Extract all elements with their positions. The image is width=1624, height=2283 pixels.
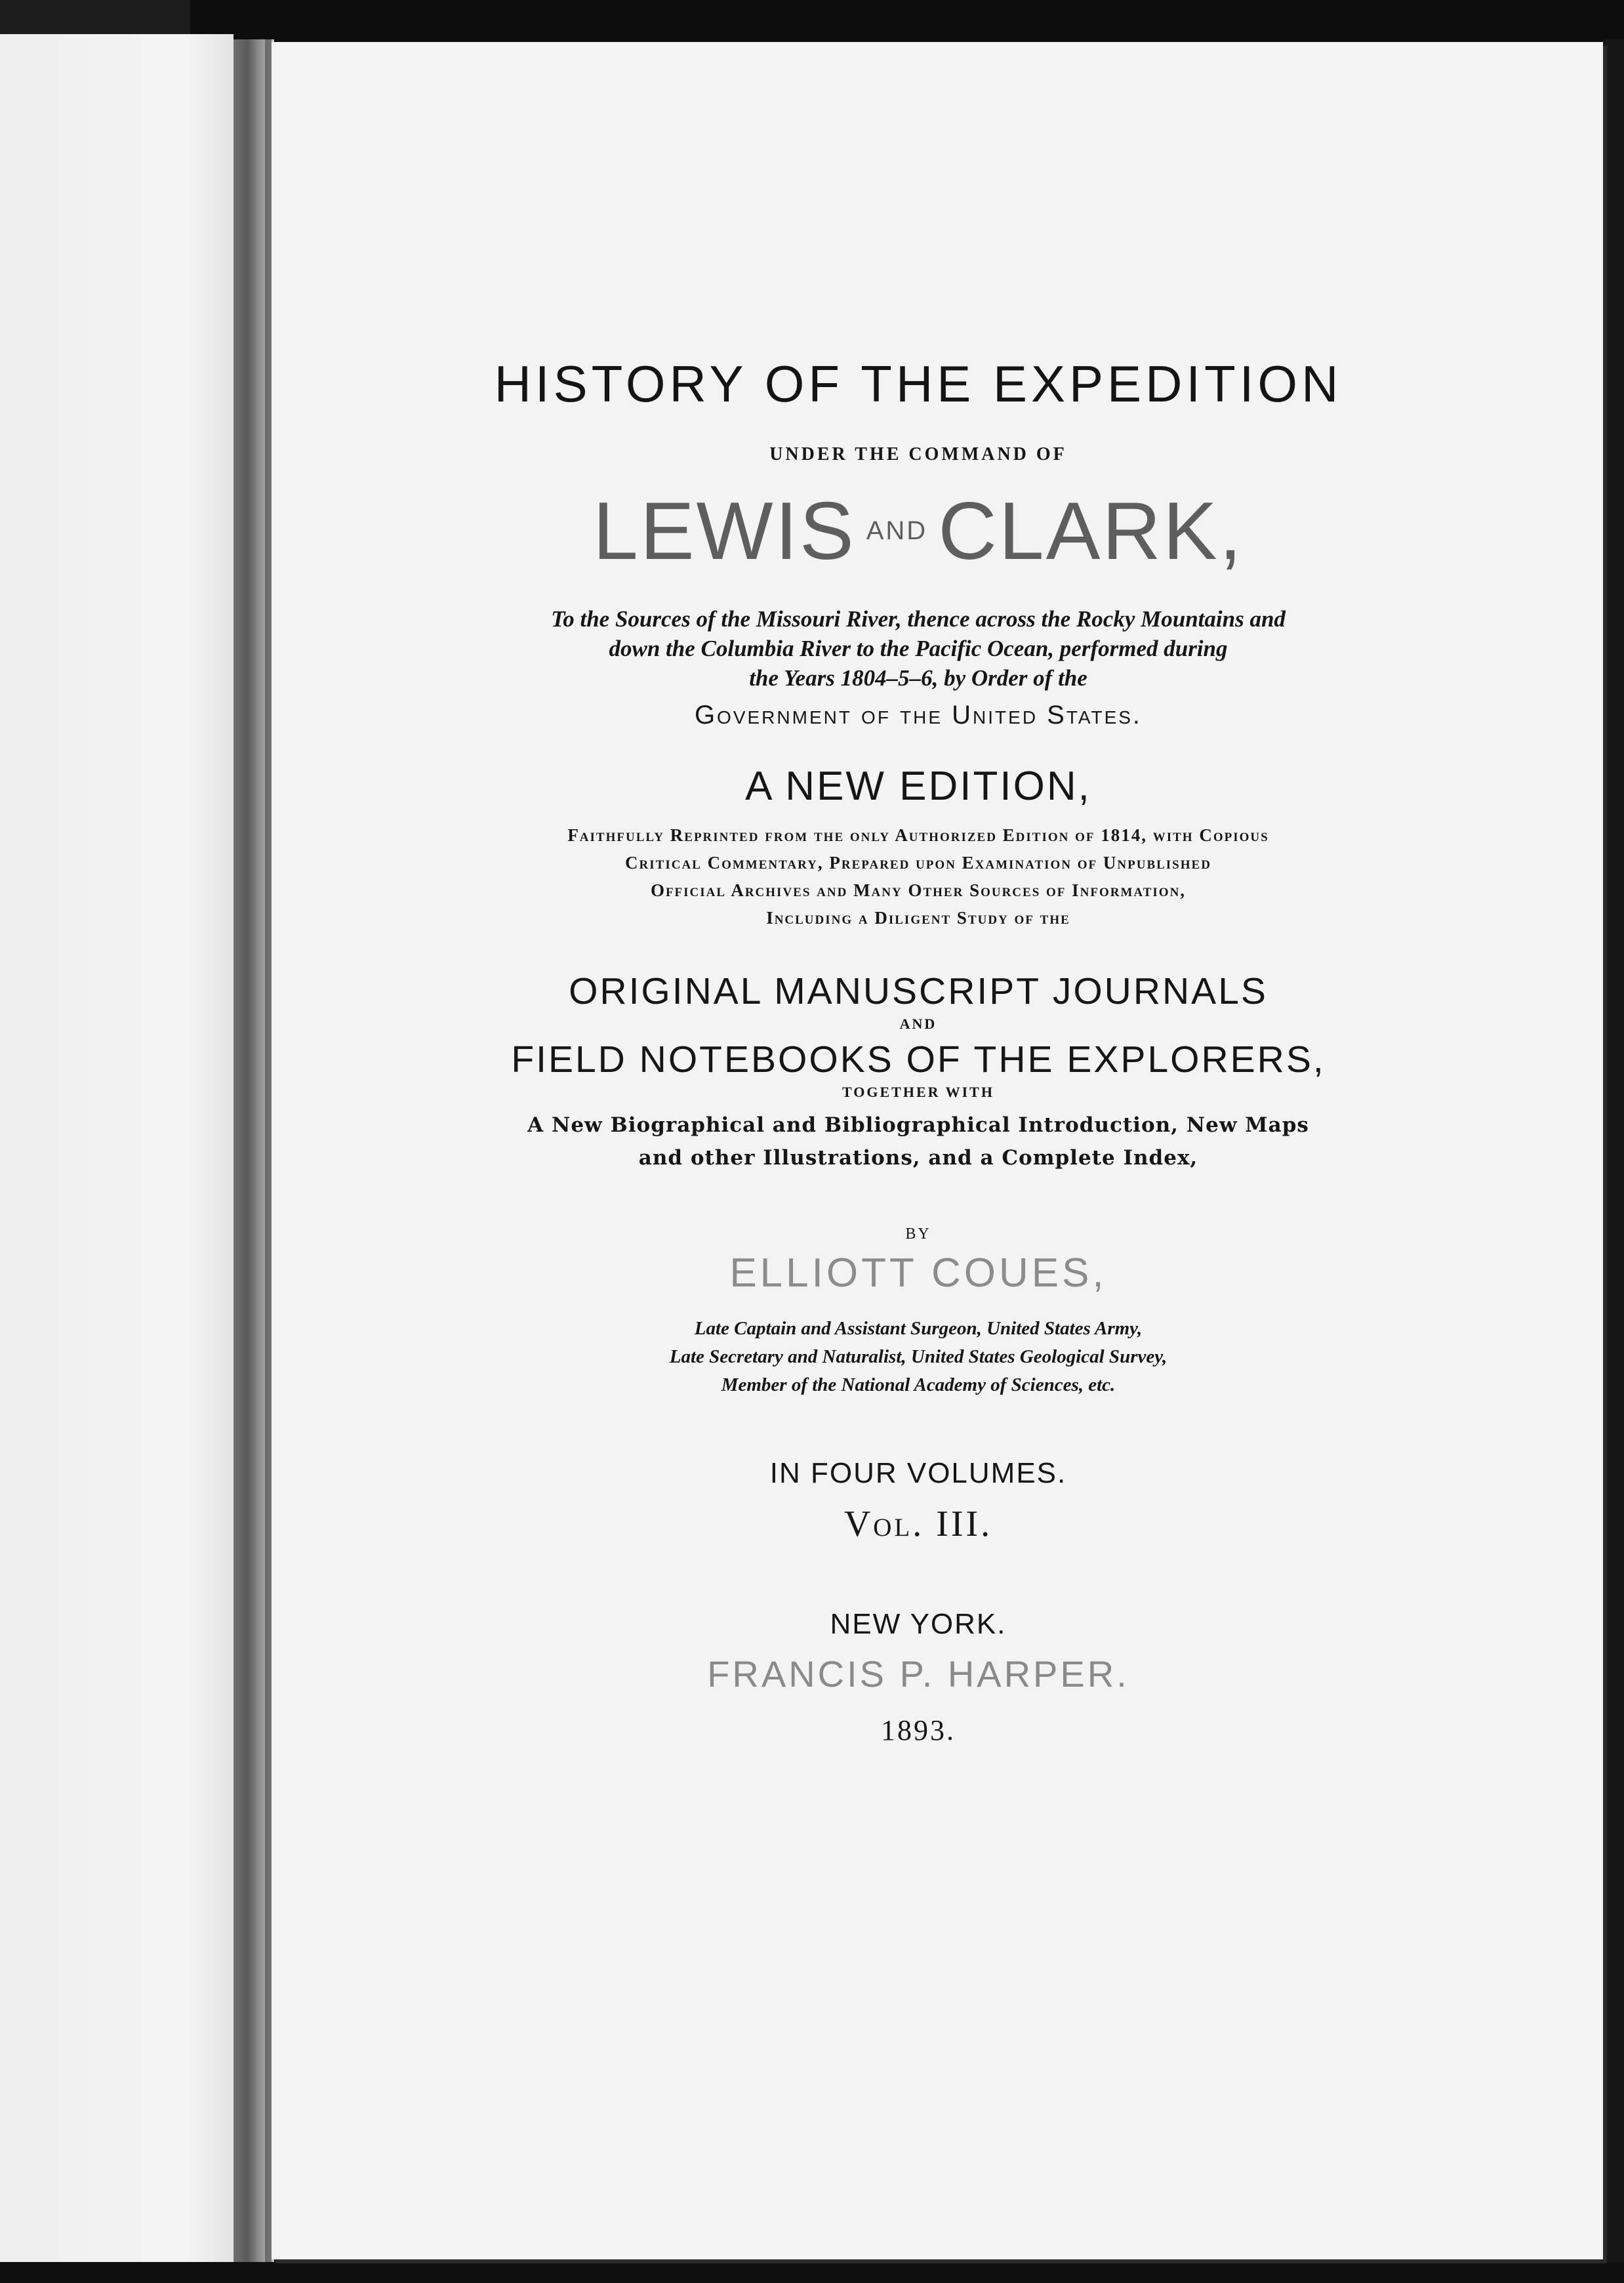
- author-title-line: Late Secretary and Naturalist, United States Geological Survey,: [669, 1346, 1167, 1367]
- route-line: To the Sources of the Missouri River, thence across the Rocky Mountains and: [551, 606, 1286, 632]
- introduction-description: [459, 1109, 1377, 1174]
- cover-board: [0, 34, 233, 2283]
- publication-city: NEW YORK.: [830, 1608, 1007, 1640]
- edition-line: Faithfully Reprinted from the only Authorized Edition of 1814, with Copious: [567, 825, 1269, 845]
- route-line: down the Columbia River to the Pacific Ocean, performed during: [609, 636, 1228, 661]
- manuscripts-line: ORIGINAL MANUSCRIPT JOURNALS: [569, 970, 1268, 1012]
- author-title-line: Member of the National Academy of Sciences, etc.: [721, 1374, 1116, 1395]
- notebooks-line: FIELD NOTEBOOKS OF THE EXPLORERS,: [511, 1039, 1326, 1080]
- edition-heading: A NEW EDITION,: [745, 764, 1091, 809]
- under-command-line: UNDER THE COMMAND OF: [769, 444, 1067, 464]
- leaders-and: AND: [866, 516, 928, 545]
- by-line: BY: [905, 1225, 931, 1243]
- together-with-line: TOGETHER WITH: [842, 1084, 994, 1100]
- scan-top-border-step: [0, 0, 190, 34]
- expedition-leaders: [459, 485, 1377, 578]
- route-description: [459, 604, 1377, 693]
- volume-number: Vol. III.: [843, 1504, 993, 1544]
- edition-line: Critical Commentary, Prepared upon Examination of Unpublished: [625, 853, 1211, 873]
- author-title-line: Late Captain and Assistant Surgeon, United States Army,: [694, 1318, 1143, 1339]
- edition-line: Including a Diligent Study of the: [766, 908, 1070, 928]
- leader-lewis: LEWIS: [592, 486, 856, 577]
- author-name: ELLIOTT COUES,: [729, 1250, 1107, 1296]
- publication-year: 1893.: [881, 1714, 956, 1746]
- author-credentials: [459, 1315, 1377, 1399]
- book-title: HISTORY OF THE EXPEDITION: [494, 355, 1343, 413]
- edition-line: Official Archives and Many Other Sources of Information,: [650, 880, 1187, 900]
- leader-clark: CLARK,: [938, 486, 1244, 577]
- route-line: the Years 1804–5–6, by Order of the: [749, 665, 1087, 691]
- intro-line: and other Illustrations, and a Complete Index,: [638, 1146, 1198, 1170]
- and-small-line: AND: [899, 1016, 937, 1032]
- government-line: Government of the United States.: [694, 701, 1143, 730]
- intro-line: A New Biographical and Bibliographical Introduction, New Maps: [527, 1113, 1309, 1137]
- scan-bottom-border: [0, 2262, 1624, 2283]
- volume-count: IN FOUR VOLUMES.: [769, 1457, 1067, 1489]
- gutter-shadow: [265, 39, 272, 2263]
- publisher-name: FRANCIS P. HARPER.: [707, 1653, 1129, 1695]
- scan-right-border: [1603, 39, 1624, 2283]
- edition-description: [459, 821, 1377, 932]
- title-page-text: [459, 354, 1377, 1747]
